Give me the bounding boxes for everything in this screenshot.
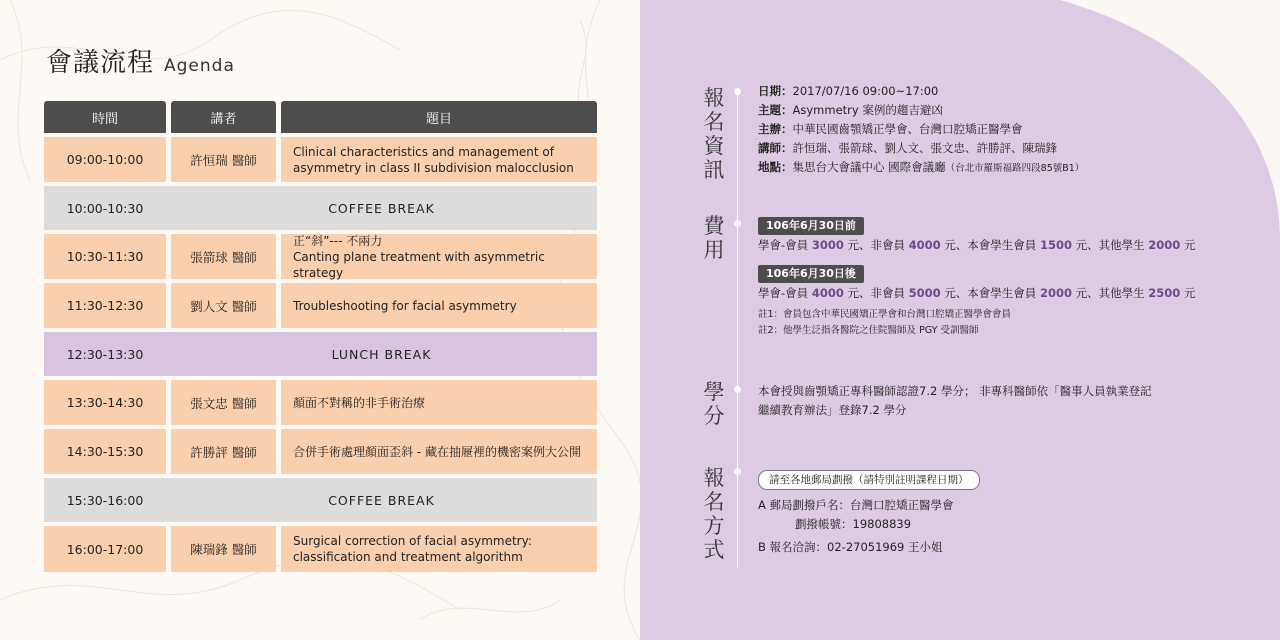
session-time: 10:00-10:30 bbox=[44, 186, 166, 230]
agenda-row bbox=[44, 429, 597, 474]
agenda-row bbox=[44, 234, 597, 279]
session-topic bbox=[281, 137, 597, 182]
agenda-row-break bbox=[44, 332, 597, 376]
header-topic: 題目 bbox=[281, 101, 597, 133]
agenda-title bbox=[46, 42, 235, 79]
venue-value: 集思台大會議中心 國際會議廳 bbox=[792, 160, 946, 174]
heading-credits: 學 分 bbox=[703, 380, 725, 428]
timeline-dot bbox=[734, 220, 741, 227]
header-speaker: 講者 bbox=[171, 101, 276, 133]
agenda-row-break bbox=[44, 478, 597, 522]
session-speaker: 劉人文 醫師 bbox=[171, 283, 276, 328]
date-value: 2017/07/16 09:00~17:00 bbox=[792, 84, 939, 98]
credits-line-2: 繼續教育辦法」登錄7.2 學分 bbox=[758, 403, 907, 417]
agenda-header-row bbox=[44, 101, 597, 133]
fee-text: 學會-會員 bbox=[758, 238, 812, 252]
topic-line: classification and treatment algorithm bbox=[293, 550, 523, 564]
break-label: COFFEE BREAK bbox=[166, 478, 597, 522]
session-time: 12:30-13:30 bbox=[44, 332, 166, 376]
fee-note-2: 註2：他學生泛指各醫院之住院醫師及 PGY 受訓醫師 bbox=[758, 325, 979, 336]
venue-address: （台北市羅斯福路四段85號B1） bbox=[945, 163, 1085, 174]
fee-text: 元、非會員 bbox=[843, 286, 909, 300]
registration-info bbox=[758, 82, 1084, 177]
fee-text: 元、非會員 bbox=[843, 238, 909, 252]
fee-amount: 5000 bbox=[908, 286, 941, 300]
fee-amount: 2500 bbox=[1148, 286, 1181, 300]
agenda-title-zh: 會議流程 bbox=[46, 48, 155, 78]
agenda-row bbox=[44, 283, 597, 328]
heading-method: 報 名 方 式 bbox=[703, 466, 725, 562]
topic-line: 正“斜”--- 不兩力 bbox=[293, 233, 383, 248]
agenda-row-break bbox=[44, 186, 597, 230]
session-topic: Troubleshooting for facial asymmetry bbox=[281, 283, 597, 328]
early-tag: 106年6月30日前 bbox=[758, 217, 864, 235]
topic-line: asymmetry in class II subdivision malocclusion bbox=[293, 160, 574, 175]
fee-amount: 2000 bbox=[1039, 286, 1072, 300]
fee-text: 學會-會員 bbox=[758, 286, 812, 300]
break-label: COFFEE BREAK bbox=[166, 186, 597, 230]
topic-line: Canting plane treatment with asymmetric strategy bbox=[293, 249, 545, 280]
timeline-dot bbox=[734, 468, 741, 475]
theme-label: 主題： bbox=[758, 103, 793, 117]
agenda-row bbox=[44, 137, 597, 182]
topic-line: Clinical characteristics and management of bbox=[293, 144, 554, 159]
agenda-row bbox=[44, 526, 597, 572]
method-info bbox=[758, 470, 980, 557]
heading-registration: 報 名 資 訊 bbox=[703, 86, 725, 182]
fee-text: 元 bbox=[1180, 286, 1196, 300]
fee-text: 元、本會學生會員 bbox=[940, 238, 1040, 252]
session-speaker: 陳瑞鋒 醫師 bbox=[171, 526, 276, 572]
fee-text: 元、本會學生會員 bbox=[940, 286, 1040, 300]
host-label: 主辦： bbox=[758, 122, 793, 136]
session-time: 11:30-12:30 bbox=[44, 283, 166, 328]
fee-note-1: 註1：會員包含中華民國矯正學會和台灣口腔矯正醫學會會員 bbox=[758, 309, 1012, 320]
fee-text: 元、其他學生 bbox=[1071, 238, 1149, 252]
postal-instruction-box: 請至各地郵局劃撥（請特別註明課程日期） bbox=[758, 470, 980, 490]
header-time: 時間 bbox=[44, 101, 166, 133]
session-time: 16:00-17:00 bbox=[44, 526, 166, 572]
session-time: 13:30-14:30 bbox=[44, 380, 166, 425]
fee-text: 元、其他學生 bbox=[1071, 286, 1149, 300]
theme-value: Asymmetry 案例的趨吉避凶 bbox=[792, 103, 943, 117]
speakers-label: 講師： bbox=[758, 141, 793, 155]
heading-fees: 費 用 bbox=[703, 214, 725, 262]
session-speaker: 許勝評 醫師 bbox=[171, 429, 276, 474]
session-topic: 合併手術處理顏面歪斜 - 藏在抽屜裡的機密案例大公開 bbox=[281, 429, 597, 474]
topic-line: Surgical correction of facial asymmetry: bbox=[293, 534, 532, 548]
fee-amount: 1500 bbox=[1039, 238, 1072, 252]
agenda-title-en: Agenda bbox=[164, 56, 235, 76]
session-time: 15:30-16:00 bbox=[44, 478, 166, 522]
late-fee-line bbox=[758, 283, 1195, 303]
speakers-value: 許恒瑞、張箭球、劉人文、張文忠、許勝評、陳瑞鋒 bbox=[792, 141, 1057, 155]
session-time: 09:00-10:00 bbox=[44, 137, 166, 182]
fee-amount: 4000 bbox=[908, 238, 941, 252]
fee-text: 元 bbox=[1180, 238, 1196, 252]
fee-amount: 3000 bbox=[811, 238, 844, 252]
credits-info bbox=[758, 382, 1152, 420]
session-time: 14:30-15:30 bbox=[44, 429, 166, 474]
contact-phone: B 報名洽詢：02-27051969 王小姐 bbox=[758, 540, 943, 554]
session-speaker: 許恒瑞 醫師 bbox=[171, 137, 276, 182]
fee-amount: 2000 bbox=[1148, 238, 1181, 252]
date-label: 日期： bbox=[758, 84, 793, 98]
early-fee-line bbox=[758, 235, 1195, 255]
postal-account-number: 劃撥帳號：19808839 bbox=[795, 517, 912, 531]
session-time: 10:30-11:30 bbox=[44, 234, 166, 279]
fee-amount: 4000 bbox=[811, 286, 844, 300]
timeline-dot bbox=[734, 88, 741, 95]
agenda-row bbox=[44, 380, 597, 425]
postal-account-name: A 郵局劃撥戶名：台灣口腔矯正醫學會 bbox=[758, 498, 954, 512]
agenda-table bbox=[44, 101, 597, 576]
venue-label: 地點： bbox=[758, 160, 793, 174]
session-topic bbox=[281, 234, 597, 279]
fees-info bbox=[758, 217, 1195, 339]
session-speaker: 張文忠 醫師 bbox=[171, 380, 276, 425]
timeline-line bbox=[737, 88, 738, 568]
session-topic bbox=[281, 526, 597, 572]
session-topic: 顏面不對稱的非手術治療 bbox=[281, 380, 597, 425]
session-speaker: 張箭球 醫師 bbox=[171, 234, 276, 279]
host-value: 中華民國齒顎矯正學會、台灣口腔矯正醫學會 bbox=[792, 122, 1023, 136]
late-tag: 106年6月30日後 bbox=[758, 265, 864, 283]
break-label: LUNCH BREAK bbox=[166, 332, 597, 376]
credits-line-1: 本會授與齒顎矯正專科醫師認證7.2 學分； 非專科醫師依「醫事人員執業登記 bbox=[758, 384, 1152, 398]
timeline-dot bbox=[734, 386, 741, 393]
